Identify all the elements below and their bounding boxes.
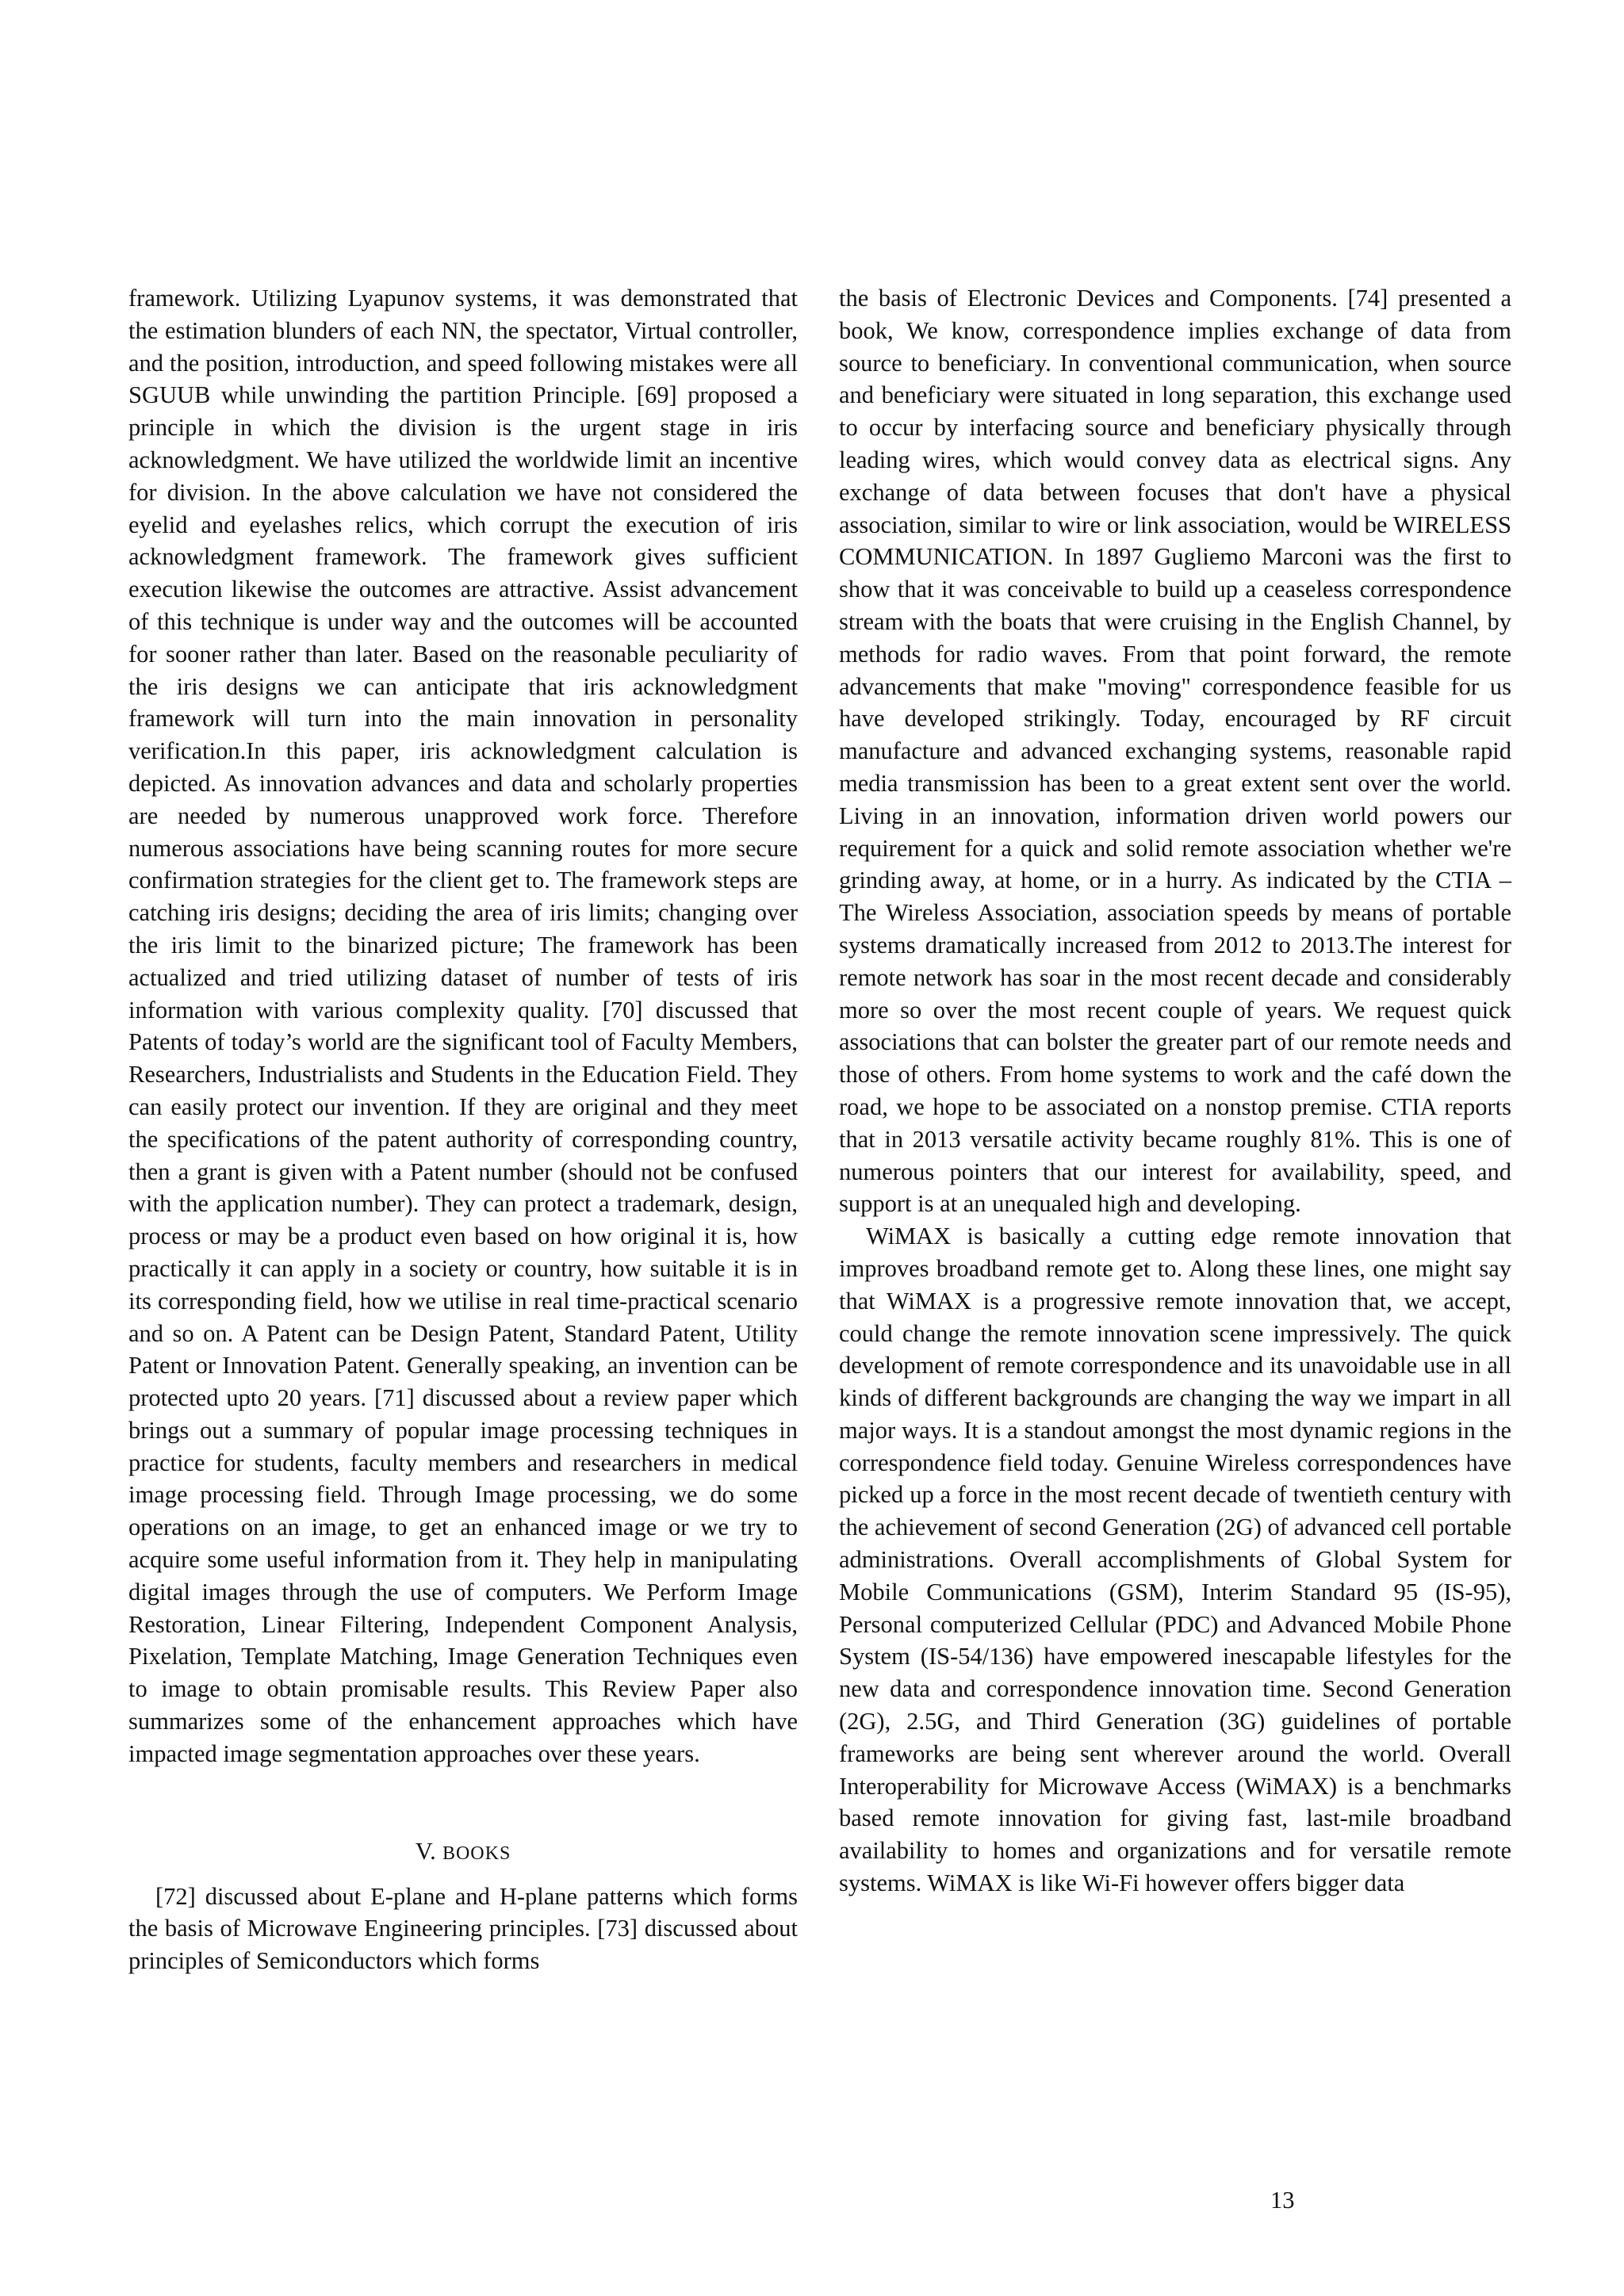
section-heading-books (128, 1835, 798, 1869)
right-paragraph-2: WiMAX is basically a cutting edge remote innovation that improves broadband remote get to. Along these lines, one might say that WiMAX is a progressive remote innovation that, we accept, could change the remote innovation scene impressively. The quick development of remote correspondence and its unavoidable use in all kinds of different backgrounds are changing the way we impart in all major ways. It is a standout amongst the most dynamic regions in the correspondence field today. Genuine Wireless correspondences have picked up a force in the most recent decade of twentieth century with the achievement of second Generation (2G) of advanced cell portable administrations. Overall accomplishments of Global System for Mobile Communications (GSM), Interim Standard 95 (IS-95), Personal computerized Cellular (PDC) and Advanced Mobile Phone System (IS-54/136) have empowered inescapable lifestyles for the new data and correspondence innovation time. Second Generation (2G), 2.5G, and Third Generation (3G) guidelines of portable frameworks are being sent wherever around the world. Overall Interoperability for Microwave Access (WiMAX) is a benchmarks based remote innovation for giving fast, last-mile broadband availability to homes and organizations and for versatile remote systems. WiMAX is like Wi-Fi however offers bigger data (839, 1223, 1511, 1897)
right-paragraph-1: the basis of Electronic Devices and Components. [74] presented a book, We know, correspondence implies exchange of data from source to beneficiary. In conventional communication, when source and beneficiary were situated in long separation, this exchange used to occur by interfacing source and beneficiary physically through leading wires, which would convey data as electrical signs. Any exchange of data between focuses that don't have a physical association, similar to wire or link association, would be WIRELESS COMMUNICATION. In 1897 Gugliemo Marconi was the first to show that it was conceivable to build up a ceaseless correspondence stream with the boats that were cruising in the English Channel, by methods for radio waves. From that point forward, the remote advancements that make "moving" correspondence feasible for us have developed strikingly. Today, encouraged by RF circuit manufacture and advanced exchanging systems, reasonable rapid media transmission has been to a great extent sent over the world. Living in an innovation, information driven world powers our requirement for a quick and solid remote association whether we're grinding away, at home, or in a hurry. As indicated by the CTIA – The Wireless Association, association speeds by means of portable systems dramatically increased from 2012 to 2013.The interest for remote network has soar in the most recent decade and considerably more so over the most recent couple of years. We request quick associations that can bolster the greater part of our remote needs and those of others. From home systems to work and the café down the road, we hope to be associated on a nonstop premise. CTIA reports that in 2013 versatile activity became roughly 81%. This is one of numerous pointers that our interest for availability, speed, and support is at an unequaled high and developing. (839, 285, 1511, 1218)
section-number: V. (415, 1837, 437, 1865)
page-number: 13 (1270, 2187, 1295, 2214)
left-paragraph-2: [72] discussed about E-plane and H-plane patterns which forms the basis of Microwave Engineering principles. [73] discussed about principles of Semiconductors which forms (128, 1882, 798, 1975)
section-title: BOOKS (442, 1843, 511, 1864)
left-column (128, 282, 798, 1977)
right-column (839, 282, 1511, 1900)
left-paragraph-1: framework. Utilizing Lyapunov systems, it was demonstrated that the estimation blunders of each NN, the spectator, Virtual controller, and the position, introduction, and speed following mistakes were all SGUUB while unwinding the partition Principle. [69] proposed a principle in which the division is the urgent stage in iris acknowledgment. We have utilized the worldwide limit an incentive for division. In the above calculation we have not considered the eyelid and eyelashes relics, which corrupt the execution of iris acknowledgment framework. The framework gives sufficient execution likewise the outcomes are attractive. Assist advancement of this technique is under way and the outcomes will be accounted for sooner rather than later. Based on the reasonable peculiarity of the iris designs we can anticipate that iris acknowledgment framework will turn into the main innovation in personality verification.In this paper, iris acknowledgment calculation is depicted. As innovation advances and data and scholarly properties are needed by numerous unapproved work force. Therefore numerous associations have being scanning routes for more secure confirmation strategies for the client get to. The framework steps are catching iris designs; deciding the area of iris limits; changing over the iris limit to the binarized picture; The framework has been actualized and tried utilizing dataset of number of tests of iris information with various complexity quality. [70] discussed that Patents of today’s world are the significant tool of Faculty Members, Researchers, Industrialists and Students in the Education Field. They can easily protect our invention. If they are original and they meet the specifications of the patent authority of corresponding country, then a grant is given with a Patent number (should not be confused with the application number). They can protect a trademark, design, process or may be a product even based on how original it is, how practically it can apply in a society or country, how suitable it is in its corresponding field, how we utilise in real time-practical scenario and so on. A Patent can be Design Patent, Standard Patent, Utility Patent or Innovation Patent. Generally speaking, an invention can be protected upto 20 years. [71] discussed about a review paper which brings out a summary of popular image processing techniques in practice for students, faculty members and researchers in medical image processing field. Through Image processing, we do some operations on an image, to get an enhanced image or we try to acquire some useful information from it. They help in manipulating digital images through the use of computers. We Perform Image Restoration, Linear Filtering, Independent Component Analysis, Pixelation, Template Matching, Image Generation Techniques even to image to obtain promisable results. This Review Paper also summarizes some of the enhancement approaches which have impacted image segmentation approaches over these years. (128, 285, 798, 1767)
